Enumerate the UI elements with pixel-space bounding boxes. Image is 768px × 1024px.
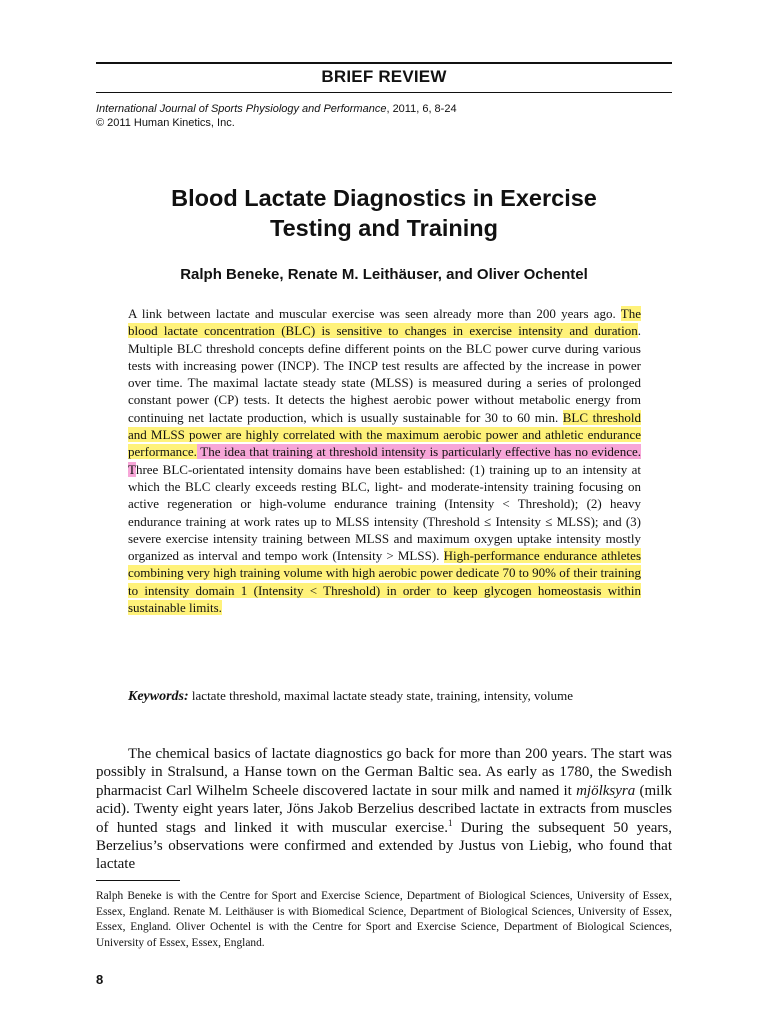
title-line-2: Testing and Training	[269, 215, 499, 241]
copyright-line: © 2011 Human Kinetics, Inc.	[96, 117, 235, 129]
body-italic-term: mjölksyra	[576, 782, 636, 799]
section-label: BRIEF REVIEW	[321, 67, 447, 86]
abstract-paragraph	[128, 305, 641, 616]
author-list: Ralph Beneke, Renate M. Leithäuser, and Oliver Ochentel	[180, 266, 588, 283]
keywords	[128, 687, 641, 705]
abstract-highlight-3: High-performance endurance athletes combining very high training volume with high aerobic power dedicate 70 to 90% of their training to intensity domain 1 (Intensity < Threshold) in order to keep glycogen homeostasis within sustainable limits.	[128, 548, 641, 616]
header-rule-top	[96, 62, 672, 64]
abstract-text-1: A link between lactate and muscular exercise was seen already more than 200 years ago.	[128, 306, 621, 321]
journal-citation-line	[96, 102, 457, 116]
body-text-1: The chemical basics of lactate diagnostics go back for more than 200 years. The start was possibly in Stralsund, a Hanse town on the German Baltic sea. As early as 1780, the Swedish pharmacist Carl Wilhelm Scheele discovered lactate in sour milk and named it	[96, 746, 672, 799]
abstract-highlight-1: The blood lactate concentration (BLC) is sensitive to changes in exercise intensity and duration	[128, 306, 641, 339]
reference-superscript: 1	[447, 817, 453, 828]
abstract-highlight-2: BLC threshold and MLSS power are highly correlated with the maximum aerobic power and athletic endurance performance.	[128, 409, 641, 460]
article-title	[96, 183, 672, 243]
body-text	[96, 745, 672, 874]
abstract-text-3: hree BLC-orientated intensity domains have been established: (1) training up to an intensity at which the BLC clearly exceeds resting BLC, light- and moderate-intensity training focusing on active regeneration or high-volume endurance training (Intensity < Threshold); (2) heavy endurance training at work rates up to MLSS intensity (Threshold ≤ Intensity ≤ MLSS); and (3) severe exercise intensity training between MLSS and maximum oxygen uptake intensity mostly organized as interval and tempo work (Intensity > MLSS).	[128, 461, 641, 564]
header-rule-bottom	[96, 92, 672, 93]
footnote-rule	[96, 880, 180, 881]
body-text-3: During the subsequent 50 years, Berzelius’s observations were confirmed and extended by Justus von Liebig, who found that lactate	[96, 819, 672, 873]
abstract	[128, 305, 641, 616]
journal-name: International Journal of Sports Physiology and Performance	[96, 103, 387, 115]
title-line-1: Blood Lactate Diagnostics in Exercise	[171, 185, 597, 211]
page-number: 8	[96, 972, 104, 987]
journal-info	[96, 102, 457, 130]
author-affiliation-footnote	[96, 889, 672, 951]
journal-citation: , 2011, 6, 8-24	[386, 103, 457, 115]
keywords-label: Keywords:	[128, 689, 189, 704]
abstract-highlight-pink: The idea that training at threshold intensity is particularly effective has no evidence. T	[128, 444, 641, 477]
body-text-2: (milk acid). Twenty eight years later, Jöns Jakob Berzelius described lactate in extracts from muscles of hunted stags and linked it with muscular exercise.	[96, 782, 672, 836]
footnote-text: Ralph Beneke is with the Centre for Sport and Exercise Science, Department of Biological Sciences, University of Essex, Essex, England. Renate M. Leithäuser is with Biomedical Science, Department of Biological Sciences, University of Essex, Essex, England. Oliver Ochentel is with the Centre for Sport and Exercise Science, Department of Biological Sciences, University of Essex, Essex, England.	[96, 890, 672, 949]
keywords-text: lactate threshold, maximal lactate steady state, training, intensity, volume	[188, 688, 574, 703]
abstract-text-2: . Multiple BLC threshold concepts define different points on the BLC power curve during various tests with increasing power (INCP). The INCP test results are affected by the increase in power over time. The maximal lactate steady state (MLSS) is measured during a series of prolonged constant power (CP) tests. It detects the highest aerobic power without metabolic energy from continuing net lactate production, which is usually sustainable for 30 to 60 min.	[128, 323, 641, 425]
body-paragraph	[96, 745, 672, 874]
